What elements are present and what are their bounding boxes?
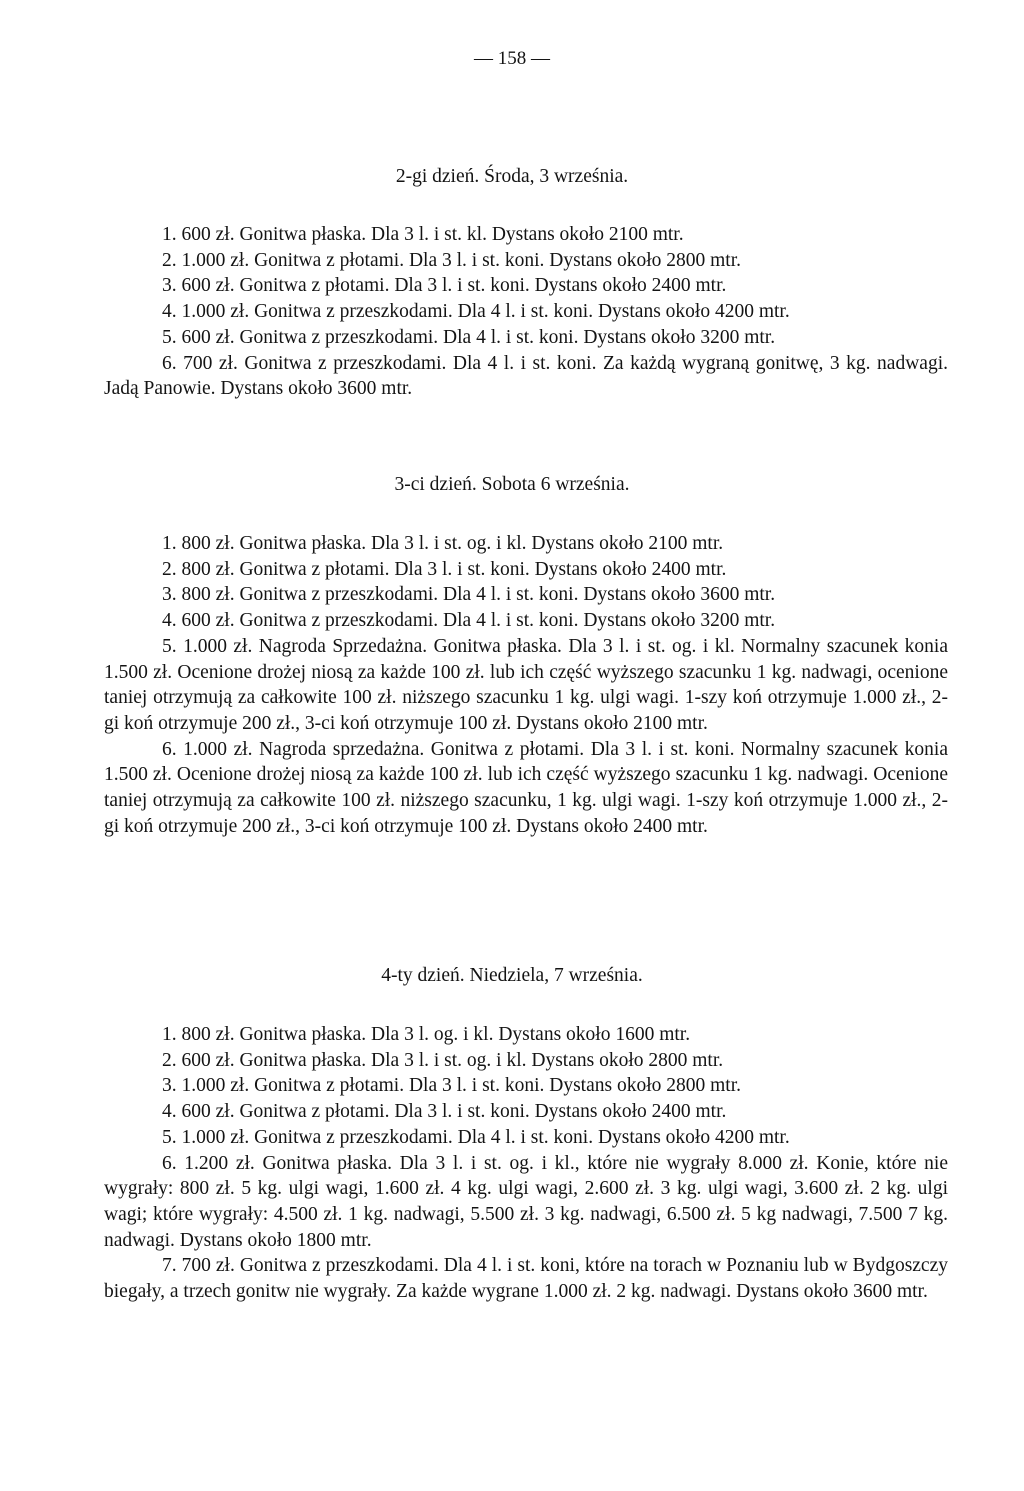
race-entry: 1. 800 zł. Gonitwa płaska. Dla 3 l. og. i kl. Dystans około 1600 mtr.: [162, 1024, 691, 1045]
race-entry: 7. 700 zł. Gonitwa z przeszkodami. Dla 4 l. i st. koni, które na torach w Poznaniu lub w Bydgoszczy biegały, a trzech gonitw nie wygrały. Za każde wygrane 1.000 zł. 2 kg. nadwagi. Dystans około 3600 mtr.: [104, 1255, 948, 1303]
race-entry: 5. 1.000 zł. Gonitwa z przeszkodami. Dla 4 l. i st. koni. Dystans około 4200 mtr.: [162, 1126, 790, 1148]
section-day-2: [104, 222, 948, 402]
race-entry: 3. 600 zł. Gonitwa z płotami. Dla 3 l. i st. koni. Dystans około 2400 mtr.: [162, 275, 727, 297]
race-entry: 4. 1.000 zł. Gonitwa z przeszkodami. Dla 4 l. i st. koni. Dystans około 4200 mtr.: [162, 301, 790, 323]
race-entry: 1. 600 zł. Gonitwa płaska. Dla 3 l. i st. kl. Dystans około 2100 mtr.: [162, 224, 684, 245]
section-heading-day-4: 4-ty dzień. Niedziela, 7 września.: [381, 965, 643, 986]
race-entry: 6. 700 zł. Gonitwa z przeszkodami. Dla 4 l. i st. koni. Za każdą wygraną gonitwę, 3 kg. nadwagi. Jadą Panowie. Dystans około 3600 mtr.: [104, 352, 948, 400]
race-entry: 5. 600 zł. Gonitwa z przeszkodami. Dla 4 l. i st. koni. Dystans około 3200 mtr.: [162, 326, 776, 348]
section-day-4: [104, 1022, 948, 1305]
race-entry: 2. 600 zł. Gonitwa płaska. Dla 3 l. i st. og. i kl. Dystans około 2800 mtr.: [162, 1049, 724, 1071]
race-entry: 2. 800 zł. Gonitwa z płotami. Dla 3 l. i st. koni. Dystans około 2400 mtr.: [162, 558, 727, 580]
race-entry: 6. 1.000 zł. Nagroda sprzedażna. Gonitwa z płotami. Dla 3 l. i st. koni. Normalny szacunek konia 1.500 zł. Ocenione drożej niosą za każde 100 zł. lub ich część wyższego szacunku 1 kg. nadwagi. Ocenione taniej otrzymują za całkowite 100 zł. niższego szacunku, 1 kg. ulgi wagi. 1-szy koń otrzymuje 1.000 zł., 2-gi koń otrzymuje 200 zł., 3-ci koń otrzymuje 100 zł. Dystans około 2400 mtr.: [104, 738, 948, 837]
race-entry: 2. 1.000 zł. Gonitwa z płotami. Dla 3 l. i st. koni. Dystans około 2800 mtr.: [162, 249, 742, 271]
race-entry: 1. 800 zł. Gonitwa płaska. Dla 3 l. i st. og. i kl. Dystans około 2100 mtr.: [162, 533, 724, 554]
race-entry: 5. 1.000 zł. Nagroda Sprzedażna. Gonitwa płaska. Dla 3 l. i st. og. i kl. Normalny szacunek konia 1.500 zł. Ocenione drożej niosą za każde 100 zł. lub ich część wyższego szacunku 1 kg. nadwagi, ocenione taniej otrzymują za całkowite 100 zł. niższego szacunku 1 kg. ulgi wagi. 1-szy koń otrzymuje 1.000 zł., 2-gi koń otrzymuje 200 zł., 3-ci koń otrzymuje 100 zł. Dystans około 2100 mtr.: [104, 635, 948, 734]
race-entry: 4. 600 zł. Gonitwa z przeszkodami. Dla 4 l. i st. koni. Dystans około 3200 mtr.: [162, 610, 776, 632]
race-entry: 4. 600 zł. Gonitwa z płotami. Dla 3 l. i st. koni. Dystans około 2400 mtr.: [162, 1101, 727, 1123]
section-day-3: [104, 531, 948, 839]
race-entry: 3. 800 zł. Gonitwa z przeszkodami. Dla 4 l. i st. koni. Dystans około 3600 mtr.: [162, 584, 776, 606]
section-heading-day-2: 2-gi dzień. Środa, 3 września.: [395, 166, 629, 187]
section-heading-day-3: 3-ci dzień. Sobota 6 września.: [394, 474, 630, 495]
race-entry: 6. 1.200 zł. Gonitwa płaska. Dla 3 l. i st. og. i kl., które nie wygrały 8.000 zł. Konie, które nie wygrały: 800 zł. 5 kg. ulgi wagi, 1.600 zł. 4 kg. ulgi wagi, 2.600 zł. 3 kg. ulgi wagi, 3.600 zł. 2 kg. ulgi wagi; które wygrały: 4.500 zł. 1 kg. nadwagi, 5.500 zł. 3 kg. nadwagi, 6.500 zł. 5 kg nadwagi, 7.500 7 kg. nadwagi. Dystans około 1800 mtr.: [104, 1152, 948, 1251]
page-number: — 158 —: [474, 48, 550, 69]
race-entry: 3. 1.000 zł. Gonitwa z płotami. Dla 3 l. i st. koni. Dystans około 2800 mtr.: [162, 1075, 742, 1097]
